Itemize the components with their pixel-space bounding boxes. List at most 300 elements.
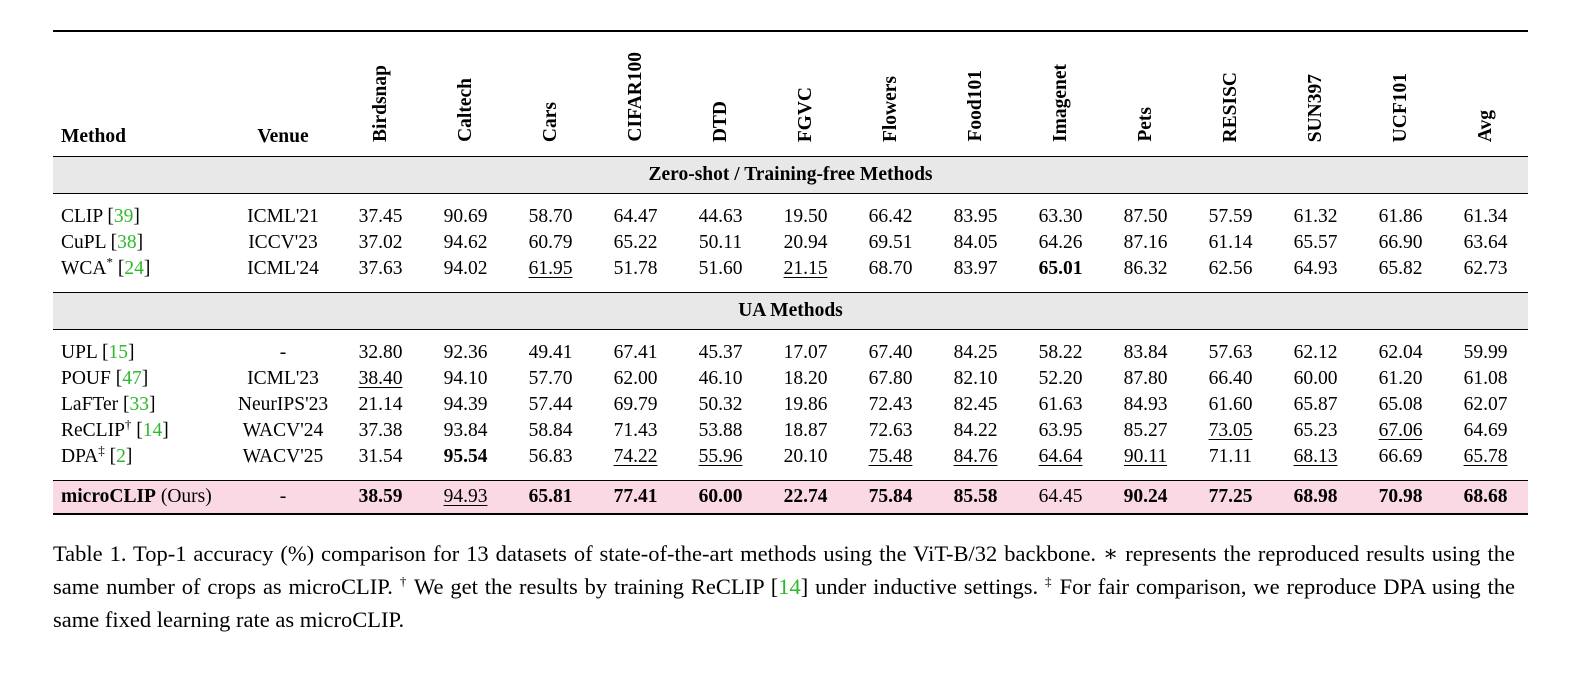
value: 22.74 <box>783 486 828 507</box>
header-row <box>53 32 1528 157</box>
value: 66.40 <box>1208 368 1253 389</box>
value: 72.63 <box>868 420 913 441</box>
citation-link[interactable]: 33 <box>129 394 149 415</box>
value-cell <box>1358 392 1443 418</box>
value: 38.59 <box>358 486 403 507</box>
value: 61.08 <box>1463 368 1508 389</box>
method-mark: † <box>124 416 132 432</box>
value-cell <box>1018 366 1103 392</box>
value: 61.34 <box>1463 206 1508 227</box>
value-cell <box>1018 418 1103 444</box>
value-cell <box>423 256 508 282</box>
value-cell <box>593 418 678 444</box>
value-cell <box>338 366 423 392</box>
value: 65.57 <box>1293 232 1338 253</box>
value-cell <box>593 230 678 256</box>
value: 85.27 <box>1123 420 1168 441</box>
value: 68.68 <box>1463 486 1508 507</box>
value: 90.24 <box>1123 486 1168 507</box>
value: 65.22 <box>613 232 658 253</box>
method-cell: CuPL [38] <box>61 232 144 253</box>
dagger-mark: † <box>399 573 408 589</box>
value-cell <box>1273 418 1358 444</box>
method-mark: ‡ <box>98 442 105 458</box>
value: 62.00 <box>613 368 658 389</box>
value: 65.82 <box>1378 258 1423 279</box>
value-cell <box>678 392 763 418</box>
value: 49.41 <box>528 342 573 363</box>
value-cell <box>1273 230 1358 256</box>
value: 94.10 <box>443 368 488 389</box>
value-cell <box>1103 418 1188 444</box>
value-cell <box>848 204 933 230</box>
value: 65.08 <box>1378 394 1423 415</box>
value: 18.20 <box>783 368 828 389</box>
value: 87.16 <box>1123 232 1168 253</box>
value: 61.63 <box>1038 394 1083 415</box>
value: 32.80 <box>358 342 403 363</box>
value-cell <box>763 256 848 282</box>
value-cell <box>1188 418 1273 444</box>
method-mark: * <box>106 254 113 270</box>
value: 94.93 <box>443 486 488 507</box>
value: 90.69 <box>443 206 488 227</box>
value-cell <box>1358 444 1443 470</box>
value: 61.20 <box>1378 368 1423 389</box>
citation-link[interactable]: 15 <box>108 342 128 363</box>
value: 51.78 <box>613 258 658 279</box>
value: 52.20 <box>1038 368 1083 389</box>
method-cell: DPA‡ [2] <box>61 442 133 467</box>
venue-cell: ICCV'23 <box>248 232 318 253</box>
value-cell <box>848 481 933 514</box>
value: 31.54 <box>358 446 403 467</box>
value-cell <box>1273 256 1358 282</box>
method-cell: ReCLIP† [14] <box>61 416 169 441</box>
section-header-row <box>53 293 1528 330</box>
venue-cell: - <box>279 342 287 363</box>
value: 64.47 <box>613 206 658 227</box>
value: 60.00 <box>698 486 743 507</box>
value: 57.70 <box>528 368 573 389</box>
value-cell <box>933 340 1018 366</box>
value-cell <box>678 340 763 366</box>
value: 37.02 <box>358 232 403 253</box>
value-cell <box>1273 204 1358 230</box>
value-cell <box>848 366 933 392</box>
value-cell <box>1443 418 1528 444</box>
value-cell <box>593 444 678 470</box>
venue-cell: NeurIPS'23 <box>237 394 329 415</box>
value-cell <box>1443 366 1528 392</box>
value: 84.05 <box>953 232 998 253</box>
value: 63.95 <box>1038 420 1083 441</box>
value: 61.14 <box>1208 232 1253 253</box>
value-cell <box>1103 230 1188 256</box>
value-cell <box>933 204 1018 230</box>
value-cell <box>1443 230 1528 256</box>
dataset-header: Flowers <box>879 75 901 142</box>
value-cell <box>1188 256 1273 282</box>
citation-link[interactable]: 38 <box>117 232 137 253</box>
value: 94.62 <box>443 232 488 253</box>
value-cell <box>423 418 508 444</box>
value-cell <box>1273 481 1358 514</box>
method-name: DPA <box>61 446 99 467</box>
value-cell <box>1358 366 1443 392</box>
value: 83.84 <box>1123 342 1168 363</box>
value: 83.95 <box>953 206 998 227</box>
method-name: CuPL <box>61 232 106 253</box>
value-cell <box>848 230 933 256</box>
value: 94.02 <box>443 258 488 279</box>
value: 69.79 <box>613 394 658 415</box>
value: 69.51 <box>868 232 913 253</box>
value-cell <box>1188 340 1273 366</box>
value-cell <box>1103 256 1188 282</box>
value-cell <box>763 481 848 514</box>
value: 94.39 <box>443 394 488 415</box>
value: 37.63 <box>358 258 403 279</box>
venue-cell: WACV'24 <box>242 420 324 441</box>
citation-link[interactable]: 14 <box>142 420 163 441</box>
citation-link[interactable]: 24 <box>124 258 144 279</box>
value: 61.95 <box>528 258 573 279</box>
method-header: Method <box>61 126 126 147</box>
value-cell <box>848 340 933 366</box>
value: 59.99 <box>1463 342 1508 363</box>
method-name: ReCLIP <box>61 420 125 441</box>
method-cell: UPL [15] <box>61 342 135 363</box>
value-cell <box>508 392 593 418</box>
value: 65.87 <box>1293 394 1338 415</box>
citation-link[interactable]: 39 <box>113 206 134 227</box>
value: 84.76 <box>953 446 998 467</box>
value: 62.73 <box>1463 258 1508 279</box>
value-cell <box>338 418 423 444</box>
table-row <box>53 230 1528 256</box>
value: 65.23 <box>1293 420 1338 441</box>
value-cell <box>678 444 763 470</box>
value-cell <box>1018 392 1103 418</box>
method-name: CLIP <box>61 206 103 227</box>
value: 51.60 <box>698 258 743 279</box>
value-cell <box>1188 481 1273 514</box>
value: 67.80 <box>868 368 913 389</box>
value: 57.59 <box>1208 206 1253 227</box>
value: 70.98 <box>1378 486 1423 507</box>
value-cell <box>763 444 848 470</box>
method-name: LaFTer <box>61 394 119 415</box>
value: 77.41 <box>613 486 658 507</box>
value-cell <box>1018 481 1103 514</box>
value-cell <box>338 230 423 256</box>
value-cell <box>338 481 423 514</box>
value: 77.25 <box>1208 486 1253 507</box>
value: 71.43 <box>613 420 658 441</box>
value-cell <box>593 481 678 514</box>
value: 64.69 <box>1463 420 1508 441</box>
ours-row <box>53 481 1528 514</box>
value: 65.78 <box>1463 446 1508 467</box>
value-cell <box>423 481 508 514</box>
value-cell <box>508 481 593 514</box>
value-cell <box>508 256 593 282</box>
dataset-header: RESISC <box>1219 71 1241 142</box>
value-cell <box>1443 340 1528 366</box>
value-cell <box>508 366 593 392</box>
value-cell <box>933 481 1018 514</box>
value-cell <box>1443 392 1528 418</box>
value: 18.87 <box>783 420 828 441</box>
venue-cell: WACV'25 <box>242 446 324 467</box>
value-cell <box>423 366 508 392</box>
value-cell <box>933 392 1018 418</box>
value-cell <box>508 230 593 256</box>
value: 67.41 <box>613 342 658 363</box>
value-cell <box>763 230 848 256</box>
value-cell <box>678 366 763 392</box>
value: 55.96 <box>698 446 743 467</box>
venue-cell: ICML'24 <box>247 258 319 279</box>
value: 38.40 <box>358 368 403 389</box>
value-cell <box>1188 204 1273 230</box>
value-cell <box>1018 204 1103 230</box>
value: 90.11 <box>1123 446 1168 467</box>
value: 19.86 <box>783 394 828 415</box>
value-cell <box>508 340 593 366</box>
value-cell <box>1018 340 1103 366</box>
value: 68.70 <box>868 258 913 279</box>
value-cell <box>1358 481 1443 514</box>
value: 84.22 <box>953 420 998 441</box>
value: 57.63 <box>1208 342 1253 363</box>
value: 74.22 <box>613 446 658 467</box>
venue-cell: ICML'23 <box>247 368 319 389</box>
value: 82.10 <box>953 368 998 389</box>
method-cell: WCA* [24] <box>61 254 151 279</box>
value-cell <box>593 256 678 282</box>
value: 50.32 <box>698 394 743 415</box>
value-cell <box>338 392 423 418</box>
value: 95.54 <box>443 446 488 467</box>
dataset-header: Avg <box>1474 109 1496 142</box>
value-cell <box>1273 392 1358 418</box>
value: 37.45 <box>358 206 403 227</box>
value-cell <box>1103 444 1188 470</box>
table-row <box>53 256 1528 282</box>
citation-link[interactable]: 2 <box>116 446 126 467</box>
method-name: UPL <box>61 342 98 363</box>
value-cell <box>1018 230 1103 256</box>
value-cell <box>1103 392 1188 418</box>
value-cell <box>423 392 508 418</box>
value-cell <box>338 340 423 366</box>
value: 45.37 <box>698 342 743 363</box>
caption-text: ] under inductive settings. <box>800 574 1046 599</box>
dataset-header: Birdsnap <box>369 65 391 142</box>
value-cell <box>933 444 1018 470</box>
value: 65.01 <box>1038 258 1083 279</box>
venue-cell: - <box>228 481 338 514</box>
value-cell <box>848 418 933 444</box>
value-cell <box>423 340 508 366</box>
value-cell <box>593 392 678 418</box>
value: 20.10 <box>783 446 828 467</box>
dataset-header: Caltech <box>454 78 476 142</box>
value-cell <box>1358 204 1443 230</box>
dataset-header: Pets <box>1134 107 1156 142</box>
value: 66.42 <box>868 206 913 227</box>
table-row <box>53 340 1528 366</box>
value: 86.32 <box>1123 258 1168 279</box>
value: 64.64 <box>1038 446 1083 467</box>
value: 19.50 <box>783 206 828 227</box>
dataset-header: Imagenet <box>1049 64 1071 142</box>
value: 58.22 <box>1038 342 1083 363</box>
value: 61.32 <box>1293 206 1338 227</box>
value-cell <box>763 340 848 366</box>
section-title: UA Methods <box>53 293 1528 330</box>
caption-text: Table 1. Top-1 accuracy (%) comparison for 13 datasets of state-of-the-art methods using the ViT-B/32 backbone. ∗ represents the reproduced results using the same number of crops as microCLIP. <box>53 541 1515 599</box>
value: 83.97 <box>953 258 998 279</box>
caption-text: We get the results by training ReCLIP [ <box>407 574 779 599</box>
value: 68.13 <box>1293 446 1338 467</box>
value-cell <box>1188 392 1273 418</box>
value: 56.83 <box>528 446 573 467</box>
value-cell <box>678 256 763 282</box>
value-cell <box>1443 204 1528 230</box>
value: 73.05 <box>1208 420 1253 441</box>
table-row <box>53 204 1528 230</box>
value: 60.00 <box>1293 368 1338 389</box>
value: 64.26 <box>1038 232 1083 253</box>
table-row <box>53 366 1528 392</box>
value: 53.88 <box>698 420 743 441</box>
value-cell <box>1273 340 1358 366</box>
double-dagger-mark: ‡ <box>1045 573 1053 589</box>
table-row <box>53 392 1528 418</box>
table-row <box>53 444 1528 470</box>
value-cell <box>1443 444 1528 470</box>
value: 82.45 <box>953 394 998 415</box>
value-cell <box>1018 256 1103 282</box>
venue-cell: ICML'21 <box>247 206 319 227</box>
value: 71.11 <box>1208 446 1253 467</box>
value-cell <box>933 366 1018 392</box>
value: 62.56 <box>1208 258 1253 279</box>
value-cell <box>763 392 848 418</box>
method-suffix: (Ours) <box>155 486 212 507</box>
value: 84.25 <box>953 342 998 363</box>
value-cell <box>1188 444 1273 470</box>
value: 63.30 <box>1038 206 1083 227</box>
citation-link[interactable]: 14 <box>778 574 801 599</box>
value-cell <box>423 444 508 470</box>
dataset-header: FGVC <box>794 86 816 142</box>
value-cell <box>1103 204 1188 230</box>
value-cell <box>678 230 763 256</box>
method-name: microCLIP <box>61 486 156 507</box>
dataset-header: Cars <box>539 101 561 142</box>
value-cell <box>1273 444 1358 470</box>
value-cell <box>1103 366 1188 392</box>
value: 67.40 <box>868 342 913 363</box>
value-cell <box>1188 366 1273 392</box>
value: 37.38 <box>358 420 403 441</box>
method-cell: LaFTer [33] <box>61 394 156 415</box>
value-cell <box>593 366 678 392</box>
value: 85.58 <box>953 486 998 507</box>
dataset-header: SUN397 <box>1304 73 1326 142</box>
value-cell <box>423 204 508 230</box>
venue-header: Venue <box>257 126 309 147</box>
value: 58.84 <box>528 420 573 441</box>
value-cell <box>593 204 678 230</box>
value-cell <box>933 256 1018 282</box>
value-cell <box>508 418 593 444</box>
value-cell <box>678 204 763 230</box>
value: 87.80 <box>1123 368 1168 389</box>
method-cell: POUF [47] <box>61 368 149 389</box>
method-cell <box>53 481 228 514</box>
value: 44.63 <box>698 206 743 227</box>
value-cell <box>763 418 848 444</box>
citation-link[interactable]: 47 <box>122 368 142 389</box>
method-cell: CLIP [39] <box>61 206 140 227</box>
value-cell <box>763 366 848 392</box>
value: 21.14 <box>358 394 403 415</box>
value: 75.84 <box>868 486 913 507</box>
value: 62.12 <box>1293 342 1338 363</box>
value-cell <box>848 392 933 418</box>
value: 64.93 <box>1293 258 1338 279</box>
value-cell <box>763 204 848 230</box>
value: 72.43 <box>868 394 913 415</box>
value-cell <box>933 418 1018 444</box>
value-cell <box>1273 366 1358 392</box>
value: 93.84 <box>443 420 488 441</box>
table-row <box>53 418 1528 444</box>
value-cell <box>678 481 763 514</box>
value-cell <box>508 204 593 230</box>
dataset-header: UCF101 <box>1389 72 1411 142</box>
dataset-header: CIFAR100 <box>624 52 646 142</box>
value-cell <box>933 230 1018 256</box>
value-cell <box>508 444 593 470</box>
value: 66.69 <box>1378 446 1423 467</box>
dataset-header: DTD <box>709 100 731 142</box>
value: 62.04 <box>1378 342 1423 363</box>
value-cell <box>848 256 933 282</box>
value: 17.07 <box>783 342 828 363</box>
value: 20.94 <box>783 232 828 253</box>
value: 64.45 <box>1038 486 1083 507</box>
value-cell <box>1443 481 1528 514</box>
value-cell <box>1103 340 1188 366</box>
method-name: WCA <box>61 258 107 279</box>
value-cell <box>1358 418 1443 444</box>
value: 60.79 <box>528 232 573 253</box>
results-table-container <box>53 30 1513 515</box>
value-cell <box>338 256 423 282</box>
value: 68.98 <box>1293 486 1338 507</box>
value: 62.07 <box>1463 394 1508 415</box>
value: 67.06 <box>1378 420 1423 441</box>
value-cell <box>1188 230 1273 256</box>
value: 63.64 <box>1463 232 1508 253</box>
value: 61.60 <box>1208 394 1253 415</box>
